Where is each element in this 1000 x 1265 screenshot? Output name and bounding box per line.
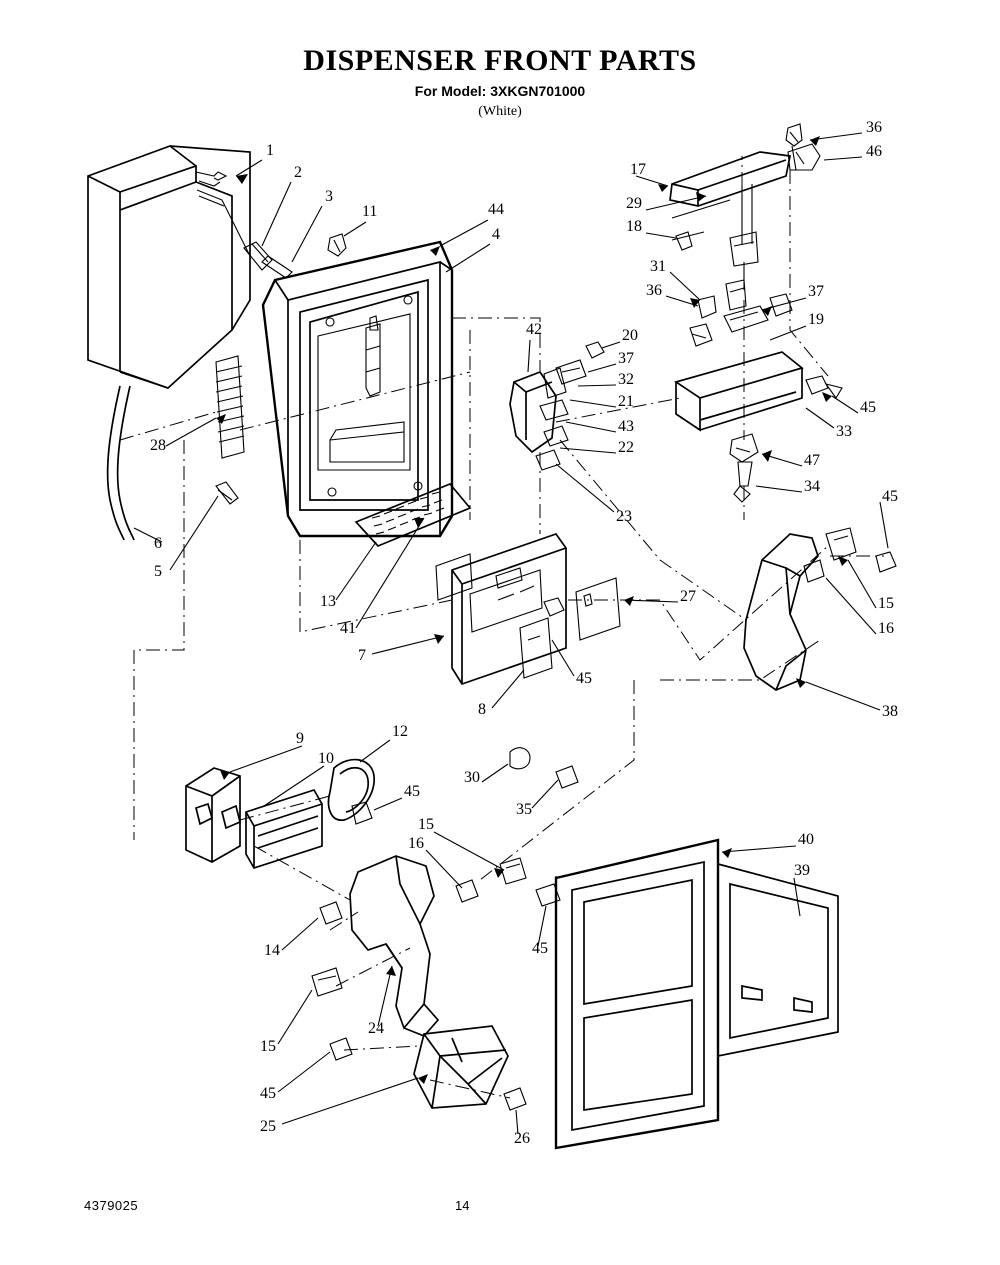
model-variant: (White)	[478, 104, 522, 119]
callout-23: 23	[616, 508, 632, 525]
model-line: For Model: 3XKGN701000	[414, 83, 586, 99]
callout-20: 20	[622, 327, 638, 344]
callout-32: 32	[618, 371, 634, 388]
callout-15-right: 15	[878, 595, 894, 612]
callout-17: 17	[630, 161, 646, 178]
callout-30: 30	[464, 769, 480, 786]
callout-22: 22	[618, 439, 634, 456]
page-number: 14	[455, 1198, 470, 1213]
callout-39: 39	[794, 862, 810, 879]
callout-45-right-mid: 45	[882, 488, 898, 505]
callout-34: 34	[804, 478, 820, 495]
callout-2: 2	[294, 164, 302, 181]
callout-1: 1	[266, 142, 274, 159]
callout-9: 9	[296, 730, 304, 747]
callout-36-mid: 36	[646, 282, 662, 299]
callout-45-right-upper: 45	[860, 399, 876, 416]
callout-3: 3	[325, 188, 333, 205]
callout-28: 28	[150, 437, 166, 454]
callout-41: 41	[340, 620, 356, 637]
callout-37-upper: 37	[808, 283, 824, 300]
callout-46: 46	[866, 143, 882, 160]
callout-12: 12	[392, 723, 408, 740]
callout-26: 26	[514, 1130, 530, 1147]
callout-29: 29	[626, 195, 642, 212]
callout-42: 42	[526, 321, 542, 338]
callout-15-lower: 15	[418, 816, 434, 833]
sheet-number: 4379025	[84, 1198, 139, 1213]
callout-4: 4	[492, 226, 500, 243]
callout-35: 35	[516, 801, 532, 818]
callout-45-clip: 45	[404, 783, 420, 800]
callout-16-lower: 16	[408, 835, 424, 852]
callout-19: 19	[808, 311, 824, 328]
callout-33: 33	[836, 423, 852, 440]
callout-40: 40	[798, 831, 814, 848]
callout-13: 13	[320, 593, 336, 610]
callout-5: 5	[154, 563, 162, 580]
callout-37-lower: 37	[618, 350, 634, 367]
callout-10: 10	[318, 750, 334, 767]
callout-6: 6	[154, 535, 162, 552]
callout-43: 43	[618, 418, 634, 435]
callout-21: 21	[618, 393, 634, 410]
callout-18: 18	[626, 218, 642, 235]
callout-8: 8	[478, 701, 486, 718]
callout-45-center: 45	[576, 670, 592, 687]
callout-45-lower-center: 45	[532, 940, 548, 957]
callout-14: 14	[264, 942, 280, 959]
callout-31: 31	[650, 258, 666, 275]
callout-16-right: 16	[878, 620, 894, 637]
callout-11: 11	[362, 203, 378, 220]
callout-7: 7	[358, 647, 366, 664]
callout-44: 44	[488, 201, 504, 218]
callout-24: 24	[368, 1020, 384, 1037]
page-title: DISPENSER FRONT PARTS	[303, 44, 697, 77]
callout-25: 25	[260, 1118, 276, 1135]
callout-27: 27	[680, 588, 696, 605]
callout-45-bottom: 45	[260, 1085, 276, 1102]
callout-15-bottom: 15	[260, 1038, 276, 1055]
callout-38: 38	[882, 703, 898, 720]
callout-47: 47	[804, 452, 820, 469]
callout-36-top: 36	[866, 119, 882, 136]
